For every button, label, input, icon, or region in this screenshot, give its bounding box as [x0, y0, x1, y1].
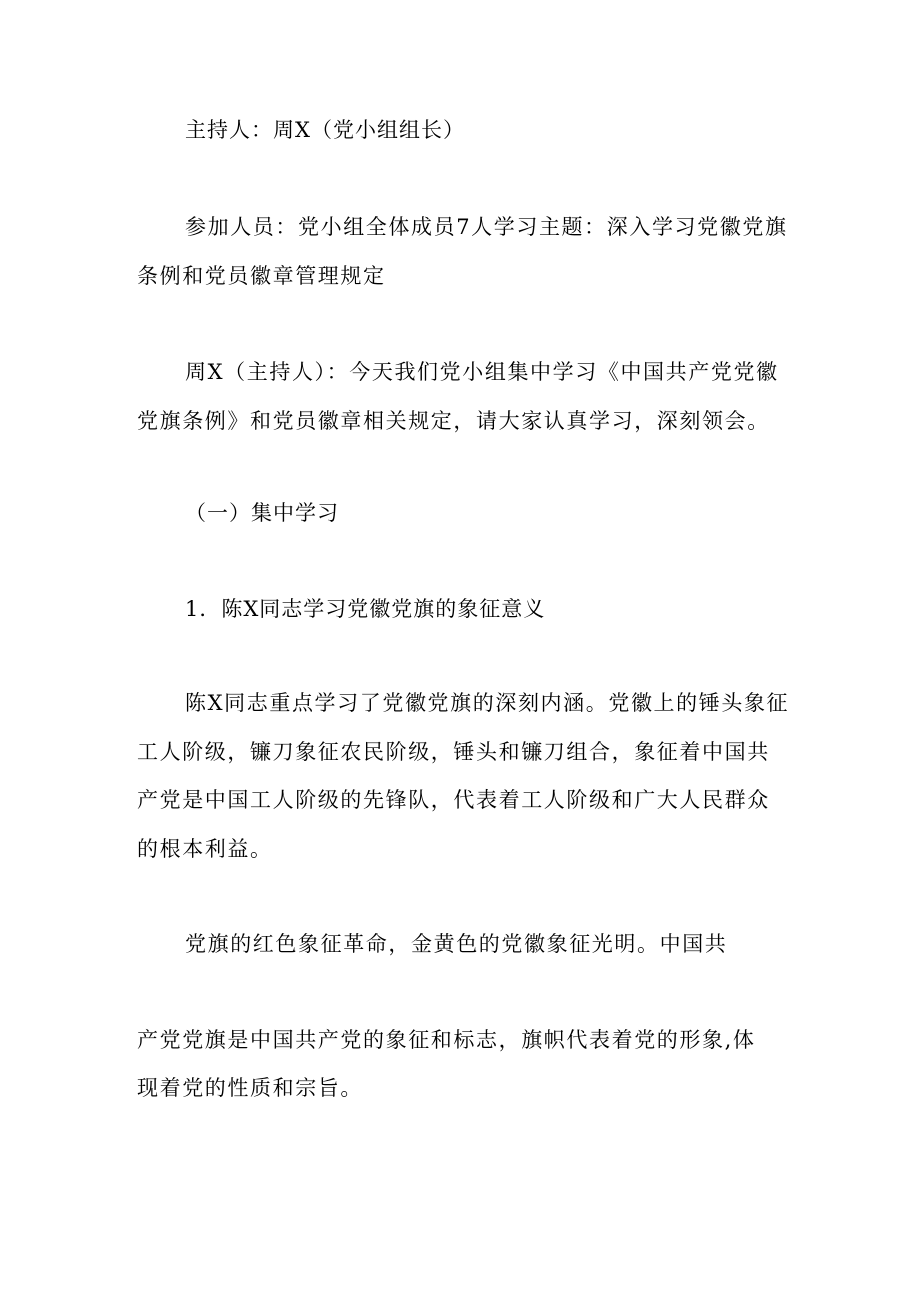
participants-line-1: 参加人员：党小组全体成员7人学习主题：深入学习党徽党旗 [185, 215, 788, 239]
item-heading: 1．陈X同志学习党徽党旗的象征意义 [185, 597, 546, 621]
chen-paragraph-line-1: 陈X同志重点学习了党徽党旗的深刻内涵。党徽上的锤头象征 [185, 691, 790, 715]
chen-paragraph-line-4: 的根本利益。 [137, 837, 273, 861]
host-speech-line-1: 周X（主持人）：今天我们党小组集中学习《中国共产党党徽 [185, 360, 779, 384]
flag-paragraph-line-1: 党旗的红色象征革命，金黄色的党徽象征光明。中国共 [185, 932, 728, 956]
flag-paragraph-line-3: 现着党的性质和宗旨。 [137, 1076, 363, 1100]
section-heading: （一）集中学习 [185, 501, 339, 525]
chen-paragraph-line-3: 产党是中国工人阶级的先锋队，代表着工人阶级和广大人民群众 [137, 788, 770, 812]
flag-paragraph-line-2: 产党党旗是中国共产党的象征和标志，旗帜代表着党的形象,体 [137, 1028, 756, 1052]
participants-line-2: 条例和党员徽章管理规定 [137, 264, 386, 288]
host-speech-line-2: 党旗条例》和党员徽章相关规定，请大家认真学习，深刻领会。 [137, 409, 770, 433]
host-line: 主持人：周X（党小组组长） [185, 118, 465, 142]
chen-paragraph-line-2: 工人阶级，镰刀象征农民阶级，锤头和镰刀组合，象征着中国共 [137, 740, 770, 764]
